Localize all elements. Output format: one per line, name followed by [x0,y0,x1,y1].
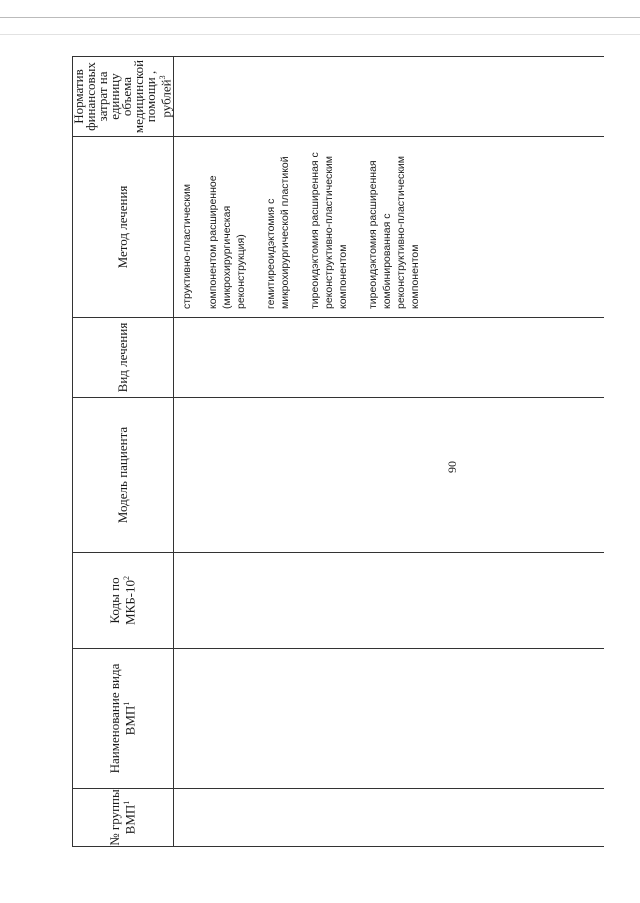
cell-patient-model [174,398,605,553]
method-item: структивно-пластическим [181,184,193,309]
cell-vmp-name [174,649,605,789]
method-item: тиреоидэктомия расширенная с реконструктивно-пластическим компонентом [309,152,349,309]
cell-treatment-type [174,318,605,398]
method-item: гемитиреоидэктомия с микрохирургической пластикой [265,156,291,309]
header-group-number: № группы ВМП$^1$ [73,789,174,847]
scan-artifact-line [0,34,640,35]
table-row [174,57,605,847]
cell-treatment-method [174,137,605,318]
header-icd-codes: Коды по МКБ-$10^2$ [73,553,174,649]
scan-edge-line [0,17,640,18]
header-treatment-type: Вид лечения [73,318,174,398]
header-treatment-method: Метод лечения [73,137,174,318]
cell-cost-standard [174,57,605,137]
method-item: компонентом расширенное (микрохирургическая реконструкция) [207,175,247,309]
header-cost-standard: Норматив финансовых затрат на единицу объема медицинской помощи , рублей$^3$ [73,57,174,137]
cell-icd-codes [174,553,605,649]
vmp-table [72,56,604,847]
method-list [174,137,422,317]
method-item: тиреоидэктомия расширенная комбинированная с реконструктивно-пластическим компонентом [367,156,421,309]
table-header-row [73,57,174,847]
page-number: 90 [445,461,459,473]
header-vmp-name: Наименование вида ВМП$^1$ [73,649,174,789]
cell-group-number [174,789,605,847]
header-patient-model: Модель пациента [73,398,174,553]
